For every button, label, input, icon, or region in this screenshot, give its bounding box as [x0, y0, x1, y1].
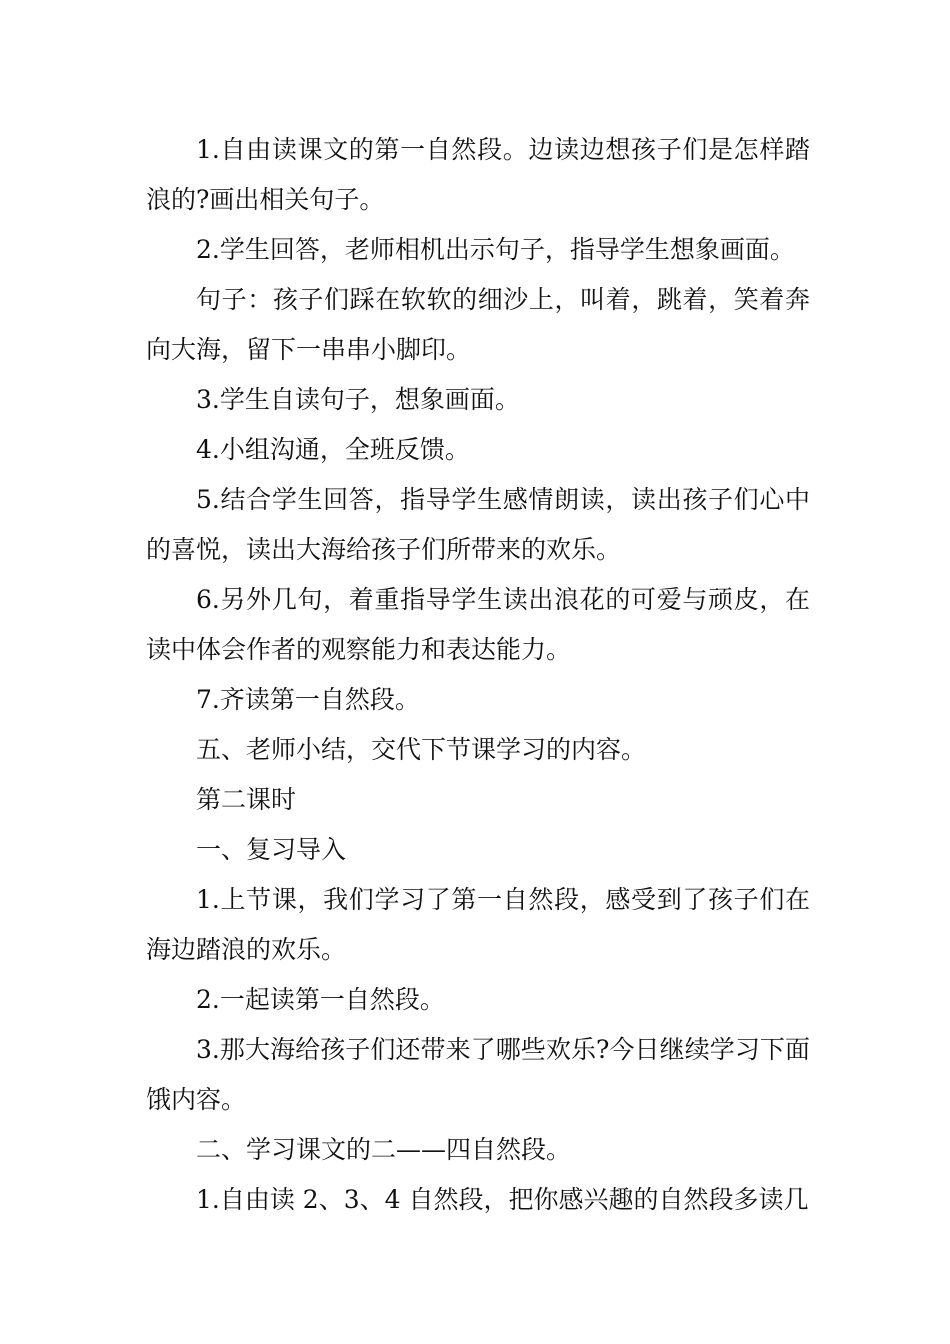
lesson-heading: 第二课时 — [196, 785, 297, 814]
paragraph-6: 5.结合学生回答，指导学生感情朗读，读出孩子们心中的喜悦，读出大海给孩子们所带来的欢乐。 — [146, 485, 810, 564]
paragraph-3: 句子：孩子们踩在软软的细沙上，叫着，跳着，笑着奔向大海，留下一串串小脚印。 — [146, 285, 810, 364]
document-body — [146, 125, 810, 1225]
paragraph-2: 2.学生回答，老师相机出示句子，指导学生想象画面。 — [196, 235, 795, 264]
section-heading-summary: 五、老师小结，交代下节课学习的内容。 — [196, 735, 647, 764]
section-heading-study: 二、学习课文的二——四自然段。 — [196, 1135, 572, 1164]
paragraph-12: 1.上节课，我们学习了第一自然段，感受到了孩子们在海边踏浪的欢乐。 — [146, 885, 810, 964]
paragraph-4: 3.学生自读句子，想象画面。 — [196, 385, 520, 414]
paragraph-5: 4.小组沟通，全班反馈。 — [196, 435, 470, 464]
paragraph-1: 1.自由读课文的第一自然段。边读边想孩子们是怎样踏浪的?画出相关句子。 — [146, 135, 810, 214]
paragraph-7: 6.另外几句，着重指导学生读出浪花的可爱与顽皮，在读中体会作者的观察能力和表达能力。 — [146, 585, 810, 664]
section-heading-review: 一、复习导入 — [196, 835, 347, 864]
paragraph-13: 2.一起读第一自然段。 — [196, 985, 445, 1014]
paragraph-8: 7.齐读第一自然段。 — [196, 685, 420, 714]
paragraph-16: 1.自由读 2、3、4 自然段，把你感兴趣的自然段多读几 — [196, 1185, 809, 1214]
paragraph-14: 3.那大海给孩子们还带来了哪些欢乐?今日继续学习下面饿内容。 — [146, 1035, 810, 1114]
